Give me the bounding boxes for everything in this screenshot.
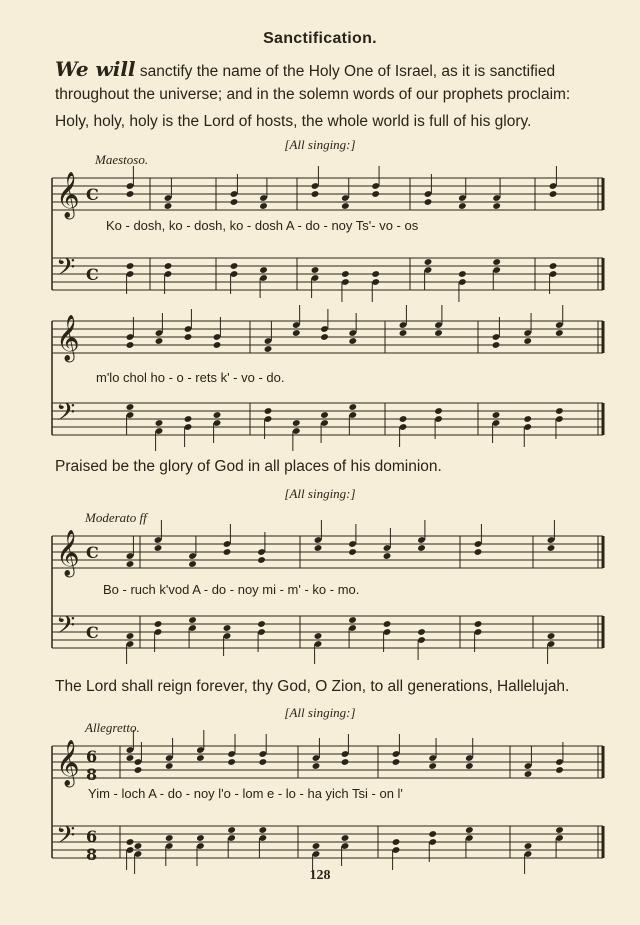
note-head	[434, 329, 443, 337]
note-head	[196, 834, 205, 842]
note-head	[314, 544, 323, 552]
time-signature-denominator: 8	[86, 845, 98, 864]
note-head	[188, 616, 197, 624]
intro-line-2: throughout the universe; and in the solemn words of our prophets proclaim:	[55, 86, 571, 103]
note-head	[292, 419, 301, 427]
note-head	[126, 341, 135, 349]
note-head	[523, 337, 532, 345]
note-head	[348, 337, 357, 345]
note-head	[458, 270, 467, 278]
note-head	[264, 345, 273, 353]
note-head	[258, 758, 267, 766]
time-signature: C	[86, 185, 99, 204]
section-2-heading: Praised be the glory of God in all places of his dominion.	[55, 458, 442, 475]
note-head	[492, 341, 501, 349]
time-signature: 6	[86, 747, 98, 766]
instruction-1: [All singing:]	[284, 137, 356, 152]
time-signature: C	[86, 623, 99, 642]
note-head	[465, 762, 474, 770]
instruction-3: [All singing:]	[284, 705, 356, 720]
note-head	[126, 754, 135, 762]
note-head	[524, 842, 533, 850]
note-head	[184, 333, 193, 341]
page-number: 128	[309, 868, 331, 883]
music-system-4	[0, 738, 640, 868]
note-head	[259, 266, 268, 274]
note-head	[257, 620, 266, 628]
note-head	[465, 826, 474, 834]
note-head	[549, 190, 558, 198]
page-title: Sanctification.	[263, 30, 377, 47]
intro-paragraph	[55, 58, 605, 133]
treble-clef-icon: 𝄞	[56, 315, 80, 361]
note-head	[213, 411, 222, 419]
time-signature-denominator: 8	[86, 765, 98, 784]
section-3-heading: The Lord shall reign forever, thy God, O Zion, to all generations, Hallelujah.	[55, 678, 570, 695]
note-head	[188, 560, 197, 568]
note-head	[154, 544, 163, 552]
note-head	[547, 544, 556, 552]
note-head	[547, 632, 556, 640]
bass-clef-icon: 𝄢	[56, 398, 76, 433]
bass-clef-icon: 𝄢	[56, 821, 76, 856]
note-head	[126, 632, 135, 640]
lyrics-3: Yim - loch A - do - noy l'o - lom e - lo - ha yich Tsi - on l'	[88, 786, 403, 801]
treble-clef-icon: 𝄞	[56, 530, 80, 576]
note-head	[417, 628, 426, 636]
note-head	[258, 826, 267, 834]
note-head	[348, 403, 357, 411]
music-system-1	[0, 170, 640, 310]
lyrics-1b: m'lo chol ho - o - rets k' - vo - do.	[96, 370, 285, 385]
note-head	[417, 544, 426, 552]
note-head	[399, 329, 408, 337]
note-head	[524, 770, 533, 778]
note-head	[492, 411, 501, 419]
note-head	[474, 548, 483, 556]
note-head	[424, 258, 433, 266]
lyrics-1a: Ko - dosh, ko - dosh, ko - dosh A - do - noy Ts'- vo - os	[106, 218, 419, 233]
staff-lines	[52, 178, 603, 290]
note-head	[434, 407, 443, 415]
note-head	[341, 202, 350, 210]
note-head	[126, 560, 135, 568]
note-head	[320, 333, 329, 341]
note-head	[314, 632, 323, 640]
tempo-2: Moderato ff	[85, 510, 147, 525]
note-head	[196, 754, 205, 762]
note-head	[126, 190, 135, 198]
note-head	[213, 341, 222, 349]
note-head	[154, 620, 163, 628]
bass-clef-icon: 𝄢	[56, 611, 76, 646]
note-head	[383, 552, 392, 560]
note-head	[264, 407, 273, 415]
note-head	[126, 262, 135, 270]
note-head	[184, 415, 193, 423]
note-head	[227, 826, 236, 834]
time-signature: 6	[86, 827, 98, 846]
note-head	[424, 198, 433, 206]
note-head	[371, 190, 380, 198]
bass-clef-icon: 𝄢	[56, 253, 76, 288]
note-head	[428, 762, 437, 770]
note-head	[555, 826, 564, 834]
note-head	[458, 202, 467, 210]
note-head	[155, 337, 164, 345]
note-head	[134, 766, 143, 774]
note-head	[555, 329, 564, 337]
note-head	[230, 262, 239, 270]
note-head	[392, 838, 401, 846]
note-head	[392, 758, 401, 766]
note-head	[312, 842, 321, 850]
intro-lead: We will	[55, 57, 136, 81]
note-head	[492, 202, 501, 210]
note-head	[312, 762, 321, 770]
note-head	[320, 411, 329, 419]
note-head	[399, 415, 408, 423]
note-head	[164, 262, 173, 270]
note-head	[223, 624, 232, 632]
note-head	[311, 266, 320, 274]
lyrics-2: Bo - ruch k'vod A - do - noy mi - m' - ko - mo.	[103, 582, 360, 597]
treble-clef-icon: 𝄞	[56, 172, 80, 218]
tempo-3: Allegretto.	[85, 720, 140, 735]
note-head	[492, 258, 501, 266]
note-head	[292, 329, 301, 337]
note-head	[223, 548, 232, 556]
note-head	[383, 620, 392, 628]
note-head	[165, 834, 174, 842]
note-head	[230, 198, 239, 206]
note-head	[155, 419, 164, 427]
note-head	[259, 202, 268, 210]
note-head	[474, 620, 483, 628]
note-head	[311, 190, 320, 198]
note-head	[165, 762, 174, 770]
note-head	[164, 202, 173, 210]
note-head	[428, 830, 437, 838]
note-head	[341, 758, 350, 766]
note-head	[126, 403, 135, 411]
note-head	[341, 834, 350, 842]
note-head	[227, 758, 236, 766]
time-signature: C	[86, 265, 99, 284]
note-head	[348, 616, 357, 624]
note-head	[555, 766, 564, 774]
intro-line-1-rest: sanctify the name of the Holy One of Israel, as it is sanctified	[139, 63, 556, 80]
intro-line-1	[55, 58, 605, 83]
treble-clef-icon: 𝄞	[56, 740, 80, 786]
note-head	[371, 270, 380, 278]
note-head	[134, 842, 143, 850]
note-head	[126, 838, 135, 846]
note-head	[523, 415, 532, 423]
instruction-2: [All singing:]	[284, 486, 356, 501]
note-head	[348, 548, 357, 556]
note-head	[549, 262, 558, 270]
note-head	[257, 556, 266, 564]
intro-line-3: Holy, holy, holy is the Lord of hosts, the whole world is full of his glory.	[55, 113, 532, 130]
music-system-3	[0, 528, 640, 668]
tempo-1: Maestoso.	[95, 152, 149, 167]
time-signature: C	[86, 543, 99, 562]
note-head	[555, 407, 564, 415]
note-head	[341, 270, 350, 278]
